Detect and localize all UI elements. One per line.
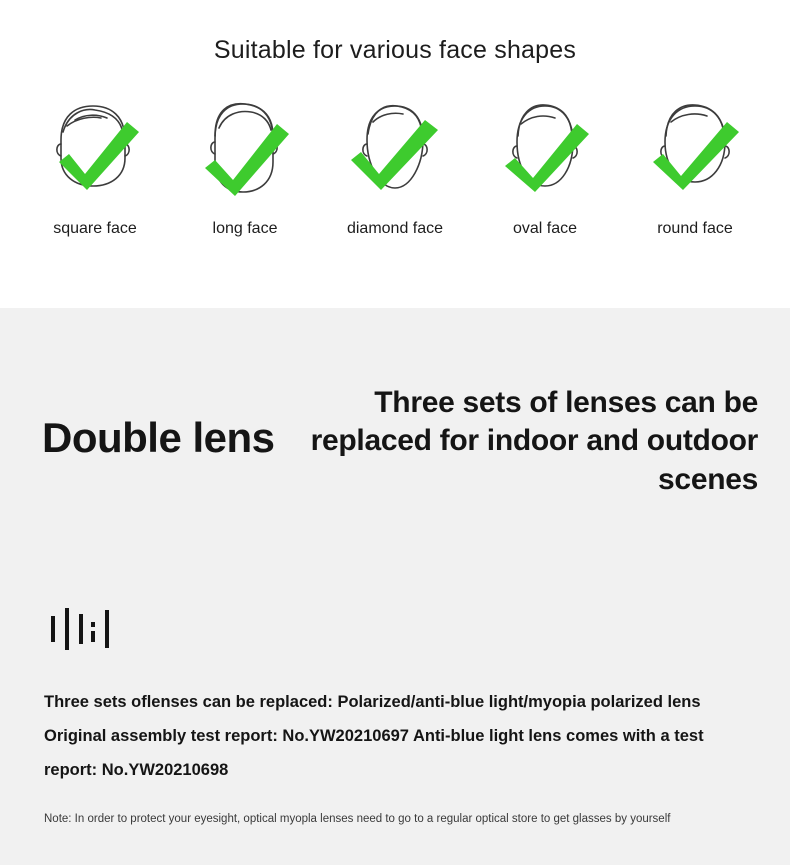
lens-description: Three sets oflenses can be replaced: Polarized/anti-blue light/myopia polarized lens Original assembly test report: No.YW20210697 Anti-blue light lens comes with a test report: No.YW20210698 <box>44 693 704 779</box>
face-shape-item <box>470 92 620 238</box>
face-shape-label: square face <box>53 220 137 237</box>
lens-bars-icon <box>47 606 137 652</box>
double-lens-section <box>0 308 790 865</box>
face-shape-item <box>320 92 470 238</box>
face-shape-item <box>620 92 770 238</box>
diamond-face-icon <box>335 92 455 202</box>
face-shape-label: long face <box>212 220 278 237</box>
double-lens-heading: Double lens <box>42 414 275 461</box>
face-shapes-section <box>0 0 790 308</box>
long-face-icon <box>185 92 305 202</box>
lens-note: Note: In order to protect your eyesight, optical myopla lenses need to go to a regular optical store to get glasses by yourself <box>44 813 671 825</box>
oval-face-icon <box>485 92 605 202</box>
face-shape-label: round face <box>657 220 733 237</box>
three-sets-heading: Three sets of lenses can be replaced for indoor and outdoor scenes <box>310 386 758 496</box>
square-face-icon <box>35 92 155 202</box>
face-shapes-title: Suitable for various face shapes <box>213 36 577 64</box>
face-shape-item <box>170 92 320 238</box>
face-shape-item <box>20 92 170 238</box>
round-face-icon <box>635 92 755 202</box>
face-shape-label: oval face <box>512 220 578 237</box>
check-icon <box>205 124 289 196</box>
face-shape-label: diamond face <box>346 220 444 237</box>
face-shapes-row <box>20 92 770 238</box>
